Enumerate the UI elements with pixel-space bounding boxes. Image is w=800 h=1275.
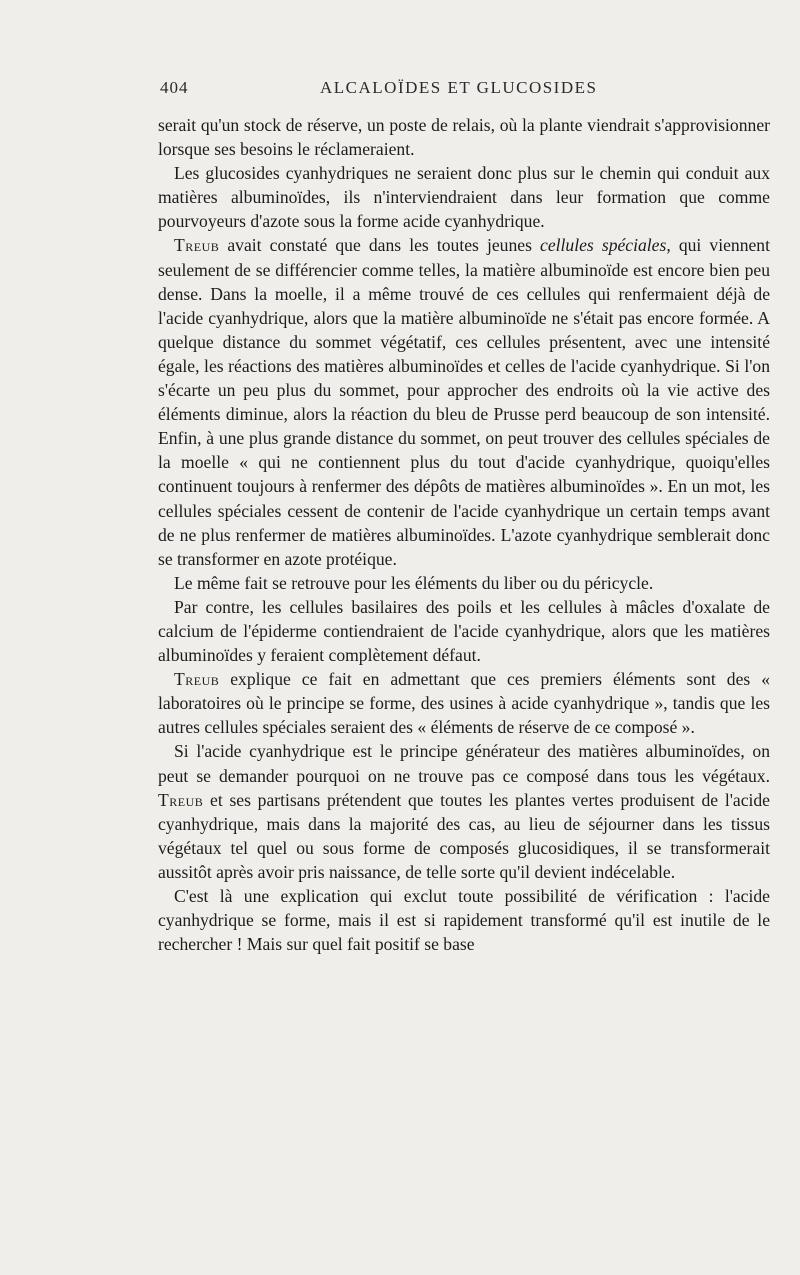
author-name-treub: Treub [174,669,220,690]
body-text [158,113,770,956]
text-run: Le même fait se retrouve pour les éléments du liber ou du péricycle. [174,572,654,593]
text-run: avait constaté que dans les toutes jeunes [219,235,541,256]
paragraph-1 [158,113,770,161]
paragraph-6 [158,667,770,739]
paragraph-2 [158,161,770,233]
italic-term: cellules spéciales [540,235,667,256]
paragraph-5 [158,595,770,667]
running-title: ALCALOÏDES ET GLUCOSIDES [320,78,598,97]
page-header [160,78,780,102]
text-run: , qui viennent seulement de se différencier comme telles, la matière albuminoïde est encore bien peu dense. Dans la moelle, il a même trouvé de ces cellules qui renfermaient déjà de l'acide cyanhydrique, alors que la matière albuminoïde ne s'était pas encore formée. A quelque distance du sommet végétatif, ces cellules présentent, avec une intensité égale, les réactions des matières albuminoïdes et celles de l'acide cyanhydrique. Si l'on s'écarte un peu plus du sommet, pour approcher des endroits où la vie active des éléments diminue, alors la réaction du bleu de Prusse perd beaucoup de son intensité. Enfin, à une plus grande distance du sommet, on peut trouver des cellules spéciales de la moelle « qui ne contiennent plus du tout d'acide cyanhydrique, quoiqu'elles continuent toujours à renfermer des dépôts de matières albuminoïdes ». En un mot, les cellules spéciales cessent de contenir de l'acide cyanhydrique un certain temps avant de ne plus renfermer de matières albuminoïdes. L'azote cyanhydrique semblerait donc se transformer en azote protéique. [158,235,770,569]
text-run: Par contre, les cellules basilaires des poils et les cellules à mâcles d'oxalate de calcium de l'épiderme contiendraient de l'acide cyanhydrique, alors que les matières albuminoïdes y feraient complètement défaut. [158,596,770,666]
paragraph-8 [158,884,770,956]
text-run: Les glucosides cyanhydriques ne seraient donc plus sur le chemin qui conduit aux matières albuminoïdes, ils n'interviendraient dans leur formation que comme pourvoyeurs d'azote sous la forme acide cyanhydrique. [158,163,770,232]
text-run: Si l'acide cyanhydrique est le principe générateur des matières albuminoïdes, on peut se demander pourquoi on ne trouve pas ce composé dans tous les végétaux. [158,741,770,786]
author-name-treub: Treub [174,235,220,256]
text-run: C'est là une explication qui exclut toute possibilité de vérification : l'acide cyanhydrique se forme, mais il est si rapidement transformé qu'il est inutile de le rechercher ! Mais sur quel fait positif se base [158,886,770,955]
paragraph-4 [158,571,770,595]
paragraph-3 [158,233,770,570]
paragraph-7 [158,739,770,884]
text-run: serait qu'un stock de réserve, un poste de relais, où la plante viendrait s'approvisionner lorsque ses besoins le réclameraient. [158,115,770,160]
page-number: 404 [160,78,189,97]
text-run: et ses partisans prétendent que toutes les plantes vertes produisent de l'acide cyanhydrique, mais dans la majorité des cas, au lieu de séjourner dans les tissus végétaux tel quel ou sous forme de composés glucosidiques, il se transformerait aussitôt après avoir pris naissance, de telle sorte qu'il devient indécelable. [158,789,770,882]
text-run: explique ce fait en admettant que ces premiers éléments sont des « laboratoires où le principe se forme, des usines à acide cyanhydrique », tandis que les autres cellules spéciales seraient des « éléments de réserve de ce composé ». [158,669,770,738]
author-name-treub: Treub [158,789,204,810]
